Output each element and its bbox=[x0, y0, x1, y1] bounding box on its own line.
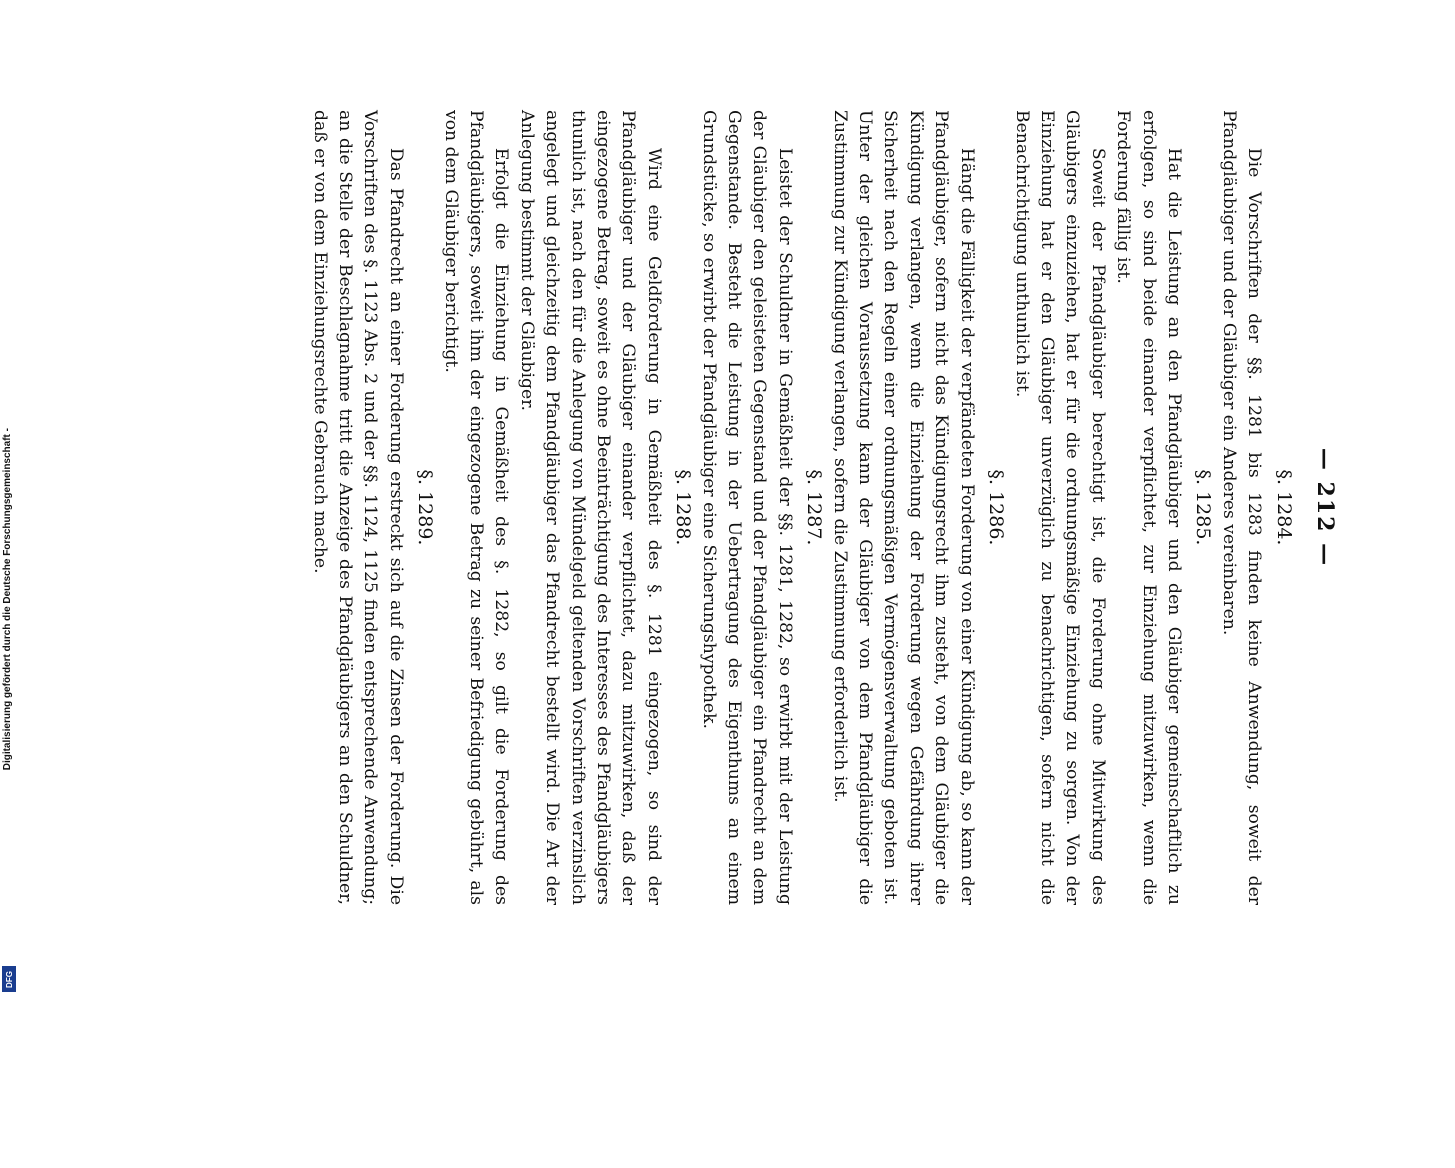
section-1288 bbox=[437, 110, 695, 905]
section-paragraph: Leistet der Schuldner in Gemäßheit der §§. 1281, 1282, so erwirbt mit der Leistung der Gläubiger den geleisteten Gegenstand und der Pfandgläubiger ein Pfandrecht an dem Gegenstande. Besteht die Leistung in der Uebertragung des Eigenthums an einem Grundstücke, so erwirbt der Pfandgläubiger eine Sicherungshypothek. bbox=[698, 110, 795, 905]
section-paragraph: Hat die Leistung an den Pfandgläubiger und den Gläubiger gemeinschaftlich zu erfolgen, so sind beide einander verpflichtet, zur Einziehung mitzuwirken, wenn die Forderung fällig ist. bbox=[1113, 110, 1184, 905]
section-heading: §. 1286. bbox=[985, 469, 1008, 546]
section-paragraph: Soweit der Pfandgläubiger berechtigt ist, die Forderung ohne Mitwirkung des Gläubigers einzuziehen, hat er für die ordnungsmäßige Einziehung zu sorgen. Von der Einziehung hat er den Gläubiger unverzüglich zu benachrichtigen, sofern nicht die Benachrichtigung unthunlich ist. bbox=[1011, 110, 1108, 905]
section-paragraph: Erfolgt die Einziehung in Gemäßheit des §. 1282, so gilt die Forderung des Pfandgläubigers, soweit ihm der eingezogene Betrag zu seiner Befriedigung gebührt, als von dem Gläubiger berichtigt. bbox=[440, 110, 512, 905]
section-heading: §. 1285. bbox=[1192, 469, 1215, 546]
section-heading: §. 1284. bbox=[1272, 469, 1295, 546]
section-paragraph: Das Pfandrecht an einer Forderung erstreckt sich auf die Zinsen der Forderung. Die Vorschriften des §. 1123 Abs. 2 und der §§. 1124, 1125 finden entsprechende Anwendung; an die Stelle der Beschlagnahme tritt die Anzeige des Pfandgläubigers an den Schuldner, daß er von dem Einziehungsrechte Gebrauch mache. bbox=[309, 110, 406, 905]
section-1286 bbox=[826, 110, 1008, 905]
section-paragraph: Wird eine Geldforderung in Gemäßheit des §. 1281 eingezogen, so sind der Pfandgläubiger und der Gläubiger einander verpflichtet, dazu mitzuwirken, daß der eingezogene Betrag, soweit es ohne Beeinträchtigung des Interesses des Pfandgläubigers thunlich ist, nach den für die Anlegung von Mündelgeld geltenden Vorschriften verzinslich angelegt und gleichzeitig dem Pfandgläubiger das Pfandrecht bestellt wird. Die Art der Anlegung bestimmt der Gläubiger. bbox=[516, 110, 664, 905]
section-1284 bbox=[1215, 110, 1295, 905]
section-1285 bbox=[1008, 110, 1215, 905]
section-paragraph: Hängt die Fälligkeit der verpfändeten Forderung von einer Kündigung ab, so kann der Pfandgläubiger, sofern nicht das Kündigungsrecht ihm zusteht, von dem Gläubiger die Kündigung verlangen, wenn die Einziehung der Forderung wegen Gefährdung ihrer Sicherheit nach den Regeln einer ordnungsmäßigen Vermögensverwaltung geboten ist. Unter der gleichen Voraussetzung kann der Gläubiger von dem Pfandgläubiger die Zustimmung zur Kündigung verlangen, sofern die Zustimmung erforderlich ist. bbox=[829, 110, 977, 905]
section-paragraph: Die Vorschriften der §§. 1281 bis 1283 finden keine Anwendung, soweit der Pfandgläubiger und der Gläubiger ein Anderes vereinbaren. bbox=[1218, 110, 1265, 905]
page-number: — 212 — bbox=[1312, 447, 1338, 568]
section-heading: §. 1288. bbox=[672, 469, 695, 546]
digitization-credit-text: Digitalisierung gefördert durch die Deutsche Forschungsgemeinschaft - bbox=[2, 428, 13, 771]
digitization-credit-bar bbox=[0, 0, 18, 1000]
section-heading: §. 1287. bbox=[803, 469, 826, 546]
dfg-logo-text: DFG bbox=[4, 970, 14, 988]
dfg-logo bbox=[2, 966, 16, 992]
section-1287 bbox=[695, 110, 826, 905]
section-heading: §. 1289. bbox=[414, 469, 437, 546]
section-1289 bbox=[306, 110, 437, 905]
